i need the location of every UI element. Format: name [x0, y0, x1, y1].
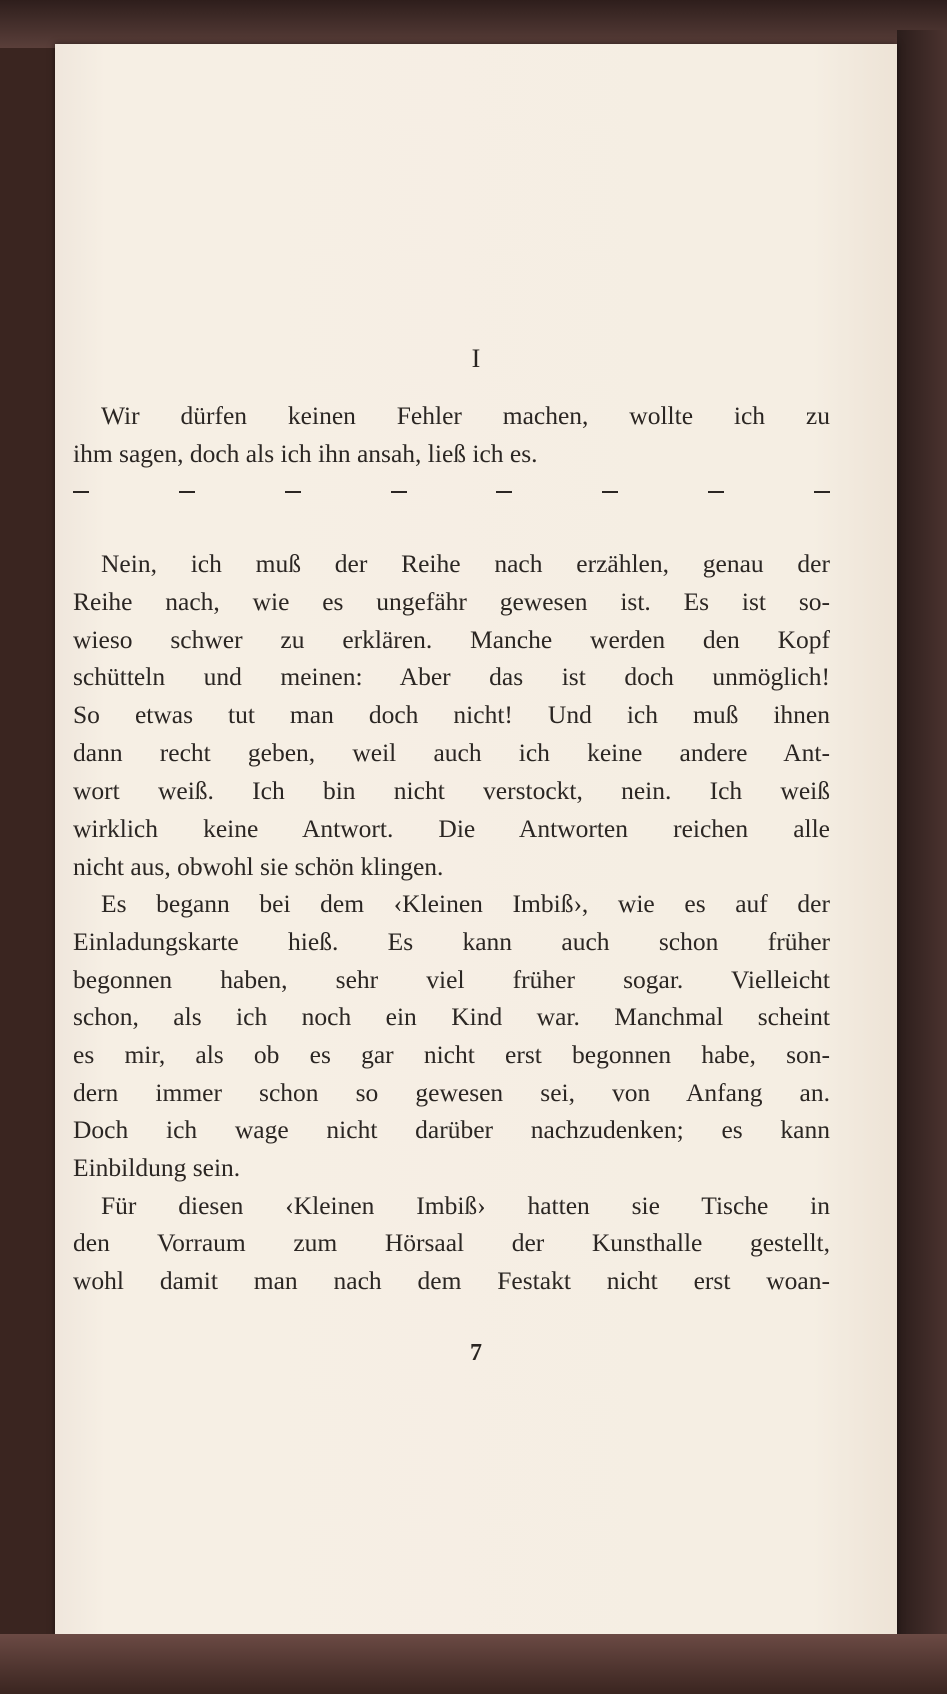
- text-line: wohl damit man nach dem Festakt nicht erst woan-: [73, 1266, 830, 1295]
- text-line: schütteln und meinen: Aber das ist doch unmöglich!: [73, 662, 830, 691]
- text-line: Einladungskarte hieß. Es kann auch schon früher: [73, 927, 830, 956]
- chapter-heading: I: [471, 344, 481, 373]
- dash: [73, 491, 89, 493]
- dash: [496, 491, 512, 493]
- text-line: wort weiß. Ich bin nicht verstockt, nein. Ich weiß: [73, 776, 830, 805]
- scan-background-top: [0, 0, 947, 48]
- dash: [814, 491, 830, 493]
- dash: [708, 491, 724, 493]
- text-line: Doch ich wage nicht darüber nachzudenken; es kann: [73, 1115, 830, 1144]
- text-line: schon, als ich noch ein Kind war. Manchmal scheint: [73, 1002, 830, 1031]
- scan-background-bottom: [0, 1634, 947, 1694]
- dash: [179, 491, 195, 493]
- dash: [285, 491, 301, 493]
- text-line: Für diesen ‹Kleinen Imbiß› hatten sie Tische in: [101, 1191, 830, 1220]
- text-line: Es begann bei dem ‹Kleinen Imbiß›, wie es auf der: [101, 889, 830, 918]
- text-line: nicht aus, obwohl sie schön klingen.: [73, 852, 444, 881]
- scan-background-right: [897, 30, 947, 1650]
- text-line: Reihe nach, wie es ungefähr gewesen ist. Es ist so-: [73, 587, 830, 616]
- text-line: wirklich keine Antwort. Die Antworten reichen alle: [73, 814, 830, 843]
- text-line: den Vorraum zum Hörsaal der Kunsthalle gestellt,: [73, 1228, 830, 1257]
- text-line: dann recht geben, weil auch ich keine andere Ant-: [73, 738, 830, 767]
- text-line: Wir dürfen keinen Fehler machen, wollte ich zu: [101, 401, 830, 430]
- dash: [391, 491, 407, 493]
- text-line: begonnen haben, sehr viel früher sogar. Vielleicht: [73, 965, 830, 994]
- dash: [602, 491, 618, 493]
- text-line: So etwas tut man doch nicht! Und ich muß ihnen: [73, 700, 830, 729]
- text-line: dern immer schon so gewesen sei, von Anfang an.: [73, 1078, 830, 1107]
- text-line: ihm sagen, doch als ich ihn ansah, ließ ich es.: [73, 439, 538, 468]
- text-line: Einbildung sein.: [73, 1153, 241, 1182]
- section-separator: [73, 491, 830, 493]
- page-number: 7: [470, 1340, 482, 1366]
- book-page: [55, 44, 897, 1646]
- text-line: wieso schwer zu erklären. Manche werden den Kopf: [73, 625, 830, 654]
- text-line: Nein, ich muß der Reihe nach erzählen, genau der: [101, 549, 830, 578]
- text-line: es mir, als ob es gar nicht erst begonnen habe, son-: [73, 1040, 830, 1069]
